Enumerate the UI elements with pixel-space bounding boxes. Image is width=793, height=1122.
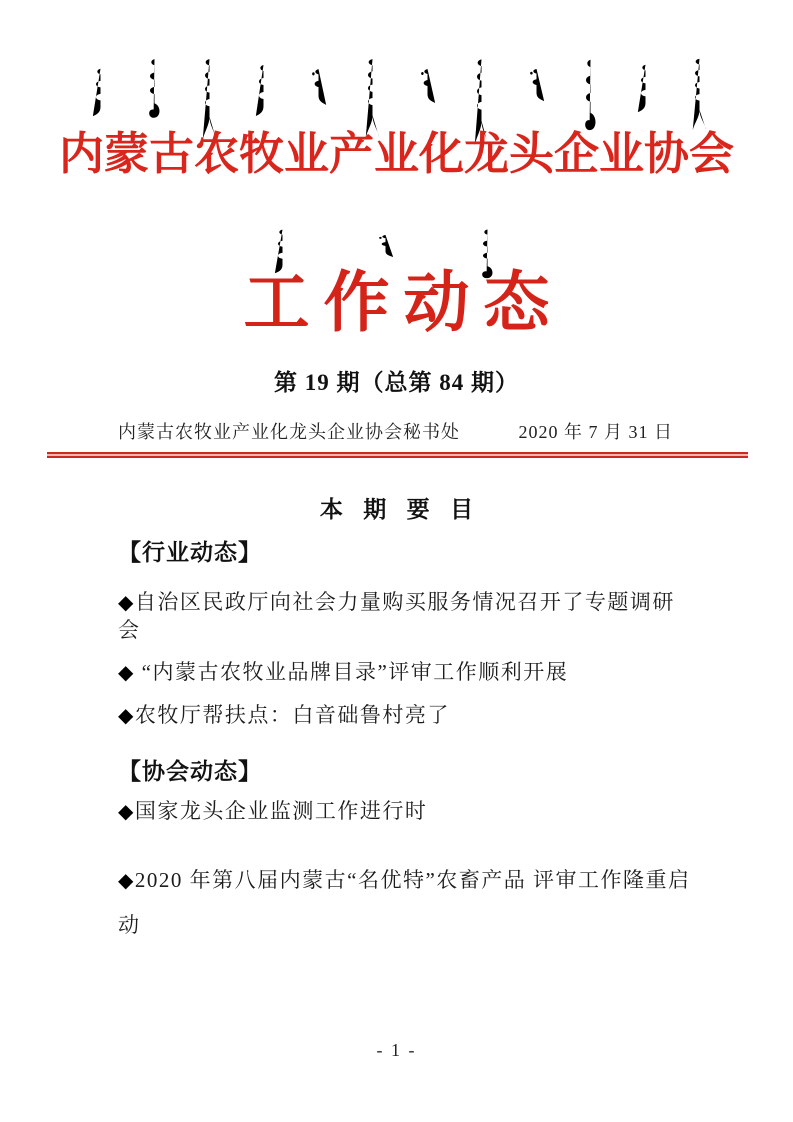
publisher-name: 内蒙古农牧业产业化龙头企业协会秘书处 — [118, 422, 460, 442]
diamond-bullet-icon: ◆ — [118, 870, 135, 892]
toc-item — [118, 589, 697, 644]
mongolian-glyph-icon — [310, 66, 327, 108]
org-name-title: 内蒙古农牧业产业化龙头企业协会 — [58, 129, 734, 179]
toc-item-text: “内蒙古农牧业品牌目录”评审工作顺利开展 — [134, 660, 569, 684]
mongolian-glyph-icon — [637, 62, 654, 114]
mongolian-glyph-icon — [146, 56, 163, 126]
mongolian-glyph-icon — [255, 62, 272, 118]
diamond-bullet-icon: ◆ — [118, 662, 135, 684]
byline — [118, 418, 673, 444]
toc-item-text: 2020 年第八届内蒙古“名优特”农畜产品 评审工作隆重启动 — [118, 868, 691, 937]
mongolian-glyph-icon — [92, 66, 109, 118]
section-title-industry: 【行业动态】 — [118, 539, 262, 565]
contents-heading: 本 期 要 目 — [319, 496, 481, 522]
toc-item — [118, 798, 697, 826]
toc-item — [118, 858, 697, 947]
toc-item-text: 国家龙头企业监测工作进行时 — [134, 799, 428, 823]
publish-date: 2020 年 7 月 31 日 — [518, 422, 673, 442]
masthead-divider-rule — [47, 452, 748, 458]
mongolian-glyph-icon — [419, 66, 436, 106]
page-number: - 1 - — [376, 1040, 417, 1060]
mongolian-glyph-icon — [377, 233, 394, 259]
diamond-bullet-icon: ◆ — [118, 801, 135, 823]
issue-number: 第 19 期（总第 84 期） — [274, 370, 519, 395]
toc-item — [118, 659, 697, 687]
toc-item — [118, 702, 697, 730]
section-title-association: 【协会动态】 — [118, 758, 262, 784]
bulletin-title: 工作动态 — [243, 267, 564, 340]
diamond-bullet-icon: ◆ — [118, 592, 135, 614]
table-of-contents — [118, 537, 697, 947]
diamond-bullet-icon: ◆ — [118, 705, 135, 727]
mongolian-glyph-icon — [528, 66, 545, 104]
toc-item-text: 农牧厅帮扶点：白音础鲁村亮了 — [134, 703, 450, 727]
toc-item-text: 自治区民政厅向社会力量购买服务情况召开了专题调研会 — [118, 590, 675, 642]
